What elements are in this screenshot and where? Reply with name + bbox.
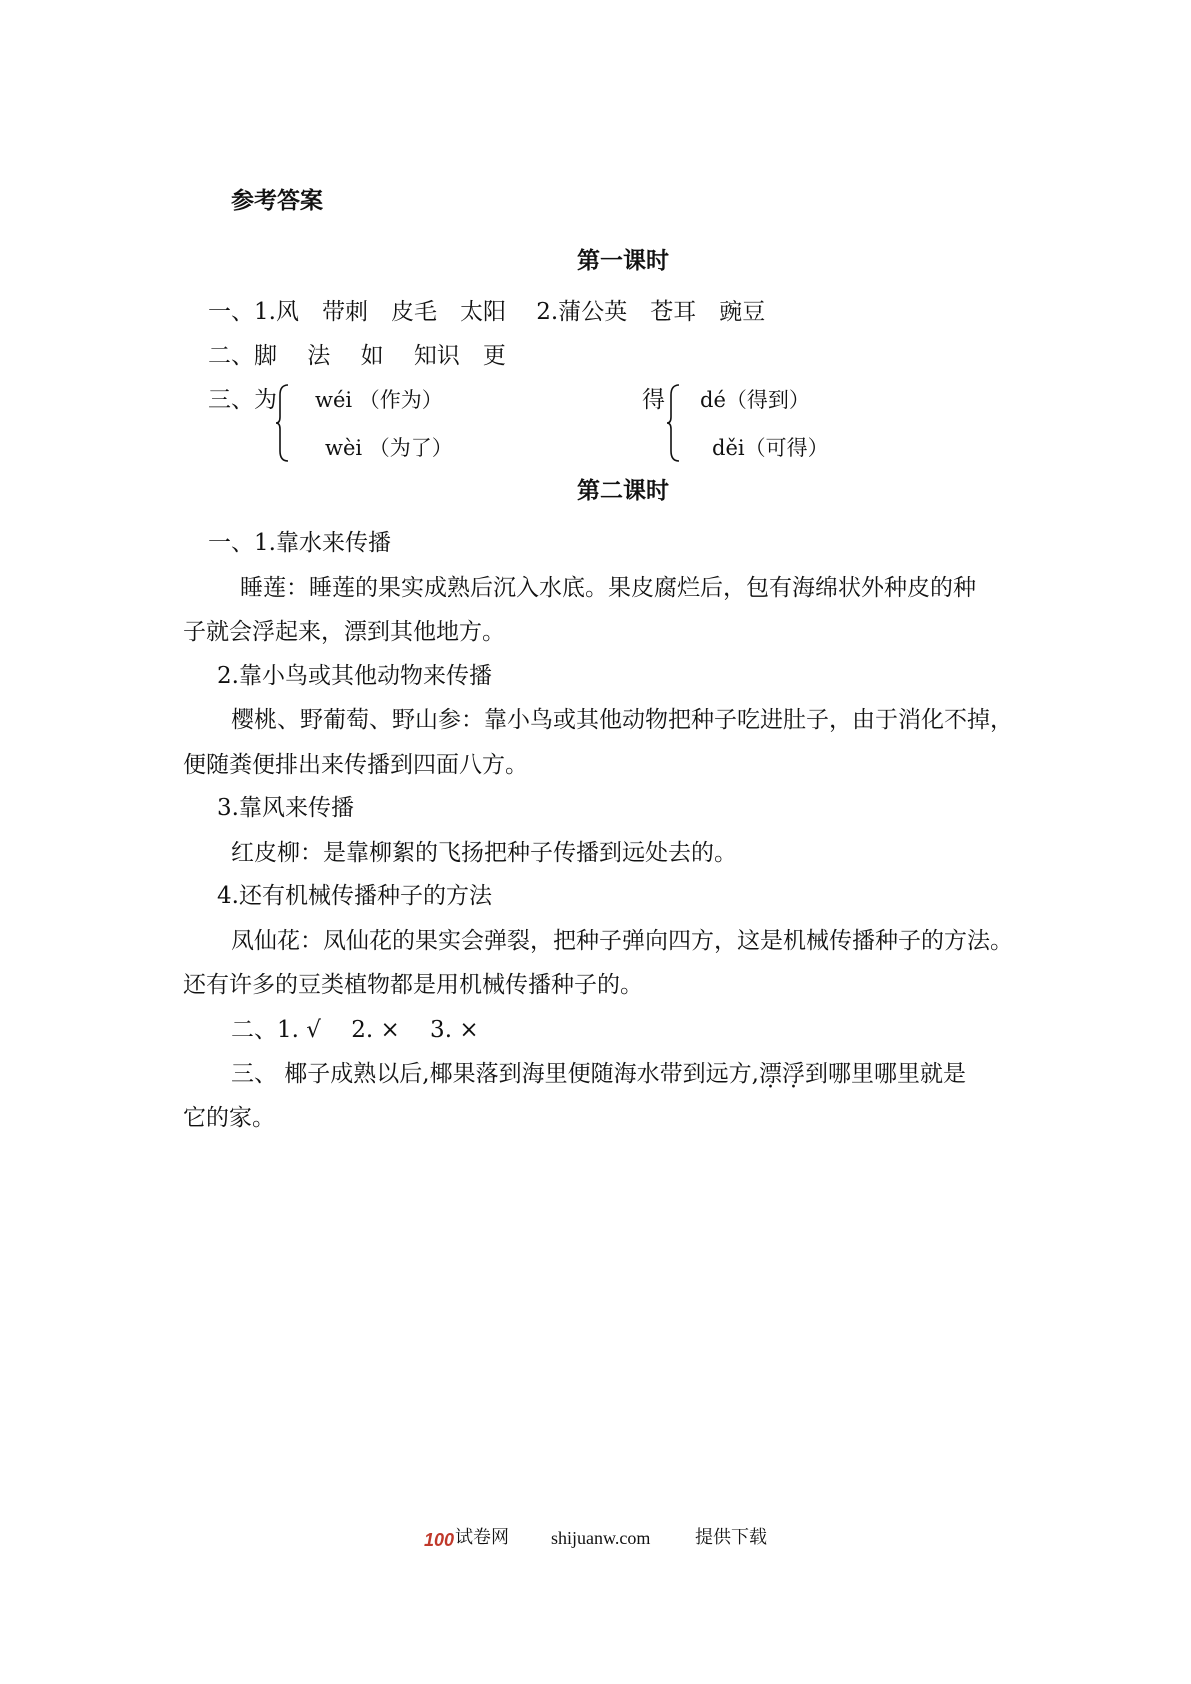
pinyin-wei-a: wéi （作为） bbox=[315, 388, 443, 412]
lesson2-q3-line1 bbox=[231, 1059, 966, 1089]
site-logo-text: 试卷网 bbox=[455, 1527, 509, 1548]
lesson1-q2: 二、脚 法 如 知识 更 bbox=[208, 343, 506, 369]
q3-text-pre: 三、 椰子成熟以后,椰果落到海里便随海水带到远方, bbox=[231, 1061, 759, 1087]
q3-em-char-2: 浮 bbox=[781, 1061, 805, 1087]
brace-right bbox=[667, 383, 681, 463]
brace-left bbox=[276, 383, 290, 463]
answer-heading: 参考答案 bbox=[231, 187, 323, 214]
de-char: 得 bbox=[642, 387, 665, 413]
q3-text-post: 到哪里哪里就是 bbox=[804, 1061, 966, 1087]
lesson2-p4b: 还有许多的豆类植物都是用机械传播种子的。 bbox=[183, 972, 643, 998]
pinyin-de-b: děi（可得） bbox=[712, 436, 829, 460]
pinyin-wei-b: wèi （为了） bbox=[325, 436, 453, 460]
pinyin-de-a: dé（得到） bbox=[700, 388, 810, 412]
lesson2-q1-2: 2.靠小鸟或其他动物来传播 bbox=[217, 663, 492, 689]
site-url: shijuanw.com bbox=[551, 1528, 651, 1548]
site-logo-number: 100 bbox=[424, 1530, 455, 1550]
q3-emphasis bbox=[759, 1061, 805, 1087]
lesson2-p1b: 子就会浮起来，漂到其他地方。 bbox=[183, 619, 505, 645]
lesson2-p2b: 便随粪便排出来传播到四面八方。 bbox=[183, 752, 528, 778]
footer-tag: 提供下载 bbox=[695, 1527, 767, 1548]
q3-em-char-1: 漂 bbox=[758, 1061, 782, 1087]
lesson1-title: 第一课时 bbox=[577, 247, 669, 274]
lesson2-q2: 二、1. √ 2. × 3. × bbox=[231, 1017, 479, 1043]
lesson2-p2a: 樱桃、野葡萄、野山参：靠小鸟或其他动物把种子吃进肚子，由于消化不掉， bbox=[231, 707, 1013, 733]
lesson1-q3-prefix: 三、为 bbox=[208, 387, 277, 413]
lesson2-q3-line2: 它的家。 bbox=[183, 1105, 275, 1131]
lesson2-p1a: 睡莲：睡莲的果实成熟后沉入水底。果皮腐烂后，包有海绵状外种皮的种 bbox=[240, 575, 976, 601]
footer bbox=[0, 1524, 1191, 1554]
lesson2-q1-3: 3.靠风来传播 bbox=[217, 795, 354, 821]
lesson2-title: 第二课时 bbox=[577, 477, 669, 504]
lesson2-p3: 红皮柳：是靠柳絮的飞扬把种子传播到远处去的。 bbox=[231, 840, 737, 866]
lesson1-q1: 一、1.风 带刺 皮毛 太阳 2.蒲公英 苍耳 豌豆 bbox=[208, 299, 766, 325]
lesson2-q1-1: 一、1.靠水来传播 bbox=[208, 530, 391, 556]
lesson2-q1-4: 4.还有机械传播种子的方法 bbox=[217, 883, 492, 909]
lesson2-p4a: 凤仙花：凤仙花的果实会弹裂，把种子弹向四方，这是机械传播种子的方法。 bbox=[231, 928, 1013, 954]
